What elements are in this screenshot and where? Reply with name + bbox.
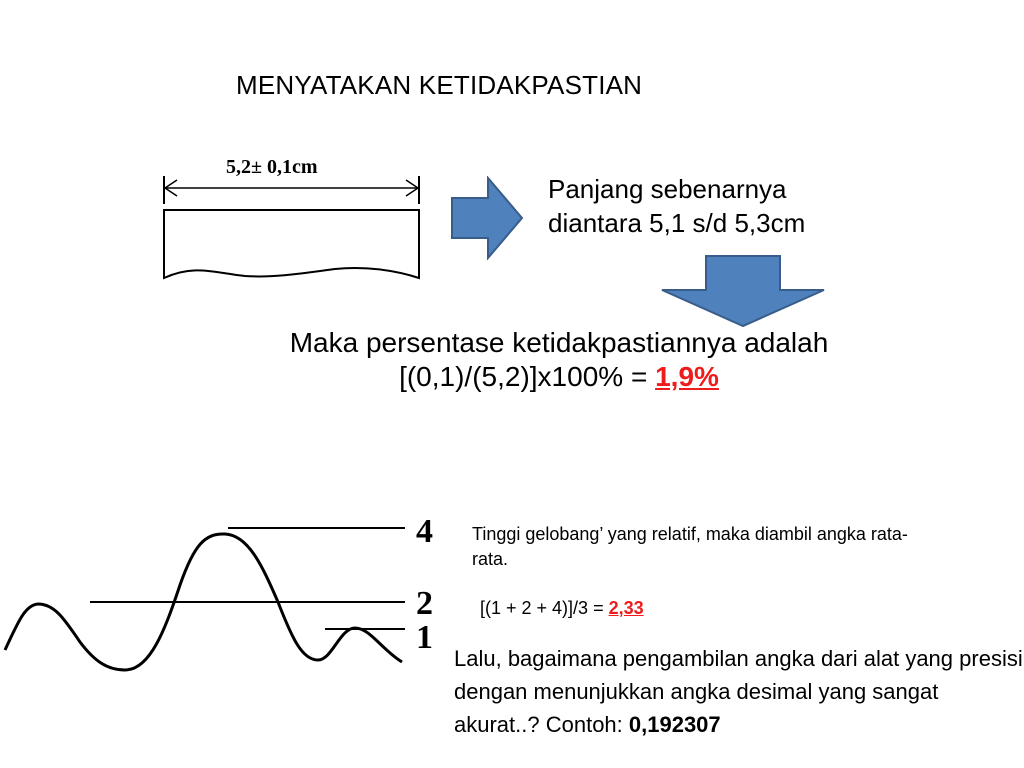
- wave-label-1: 1: [416, 619, 433, 656]
- slide-title: MENYATAKAN KETIDAKPASTIAN: [236, 70, 643, 100]
- ruler-diagram: [155, 172, 430, 282]
- percentage-result: 1,9%: [655, 361, 719, 392]
- measured-object: [164, 210, 419, 278]
- precision-question: Lalu, bagaimana pengambilan angka dari alat yang presisi dengan menunjukkan angka desimal yang sangat akurat..? Contoh:: [454, 646, 1023, 737]
- dimension-label: 5,2± 0,1cm: [226, 156, 318, 178]
- arrow-down-icon: [658, 254, 828, 330]
- precision-question-text: [454, 642, 1024, 741]
- true-length-line2: diantara 5,1 s/d 5,3cm: [548, 208, 806, 238]
- percentage-intro: Maka persentase ketidakpastiannya adalah: [289, 327, 829, 358]
- true-length-line1: Panjang sebenarnya: [548, 174, 787, 204]
- true-length-text: [548, 172, 805, 240]
- average-formula-line: [480, 598, 644, 619]
- arrow-right-icon: [450, 176, 526, 260]
- wave-height-text: Tinggi gelobang’ yang relatif, maka diambil angka rata-rata.: [472, 524, 908, 569]
- average-result: 2,33: [608, 598, 644, 618]
- wave-diagram: [0, 510, 440, 680]
- uncertainty-percentage-text: [0, 326, 1024, 394]
- precision-example: 0,192307: [628, 712, 721, 737]
- wave-label-2: 2: [416, 585, 433, 622]
- average-formula: [(1 + 2 + 4)]/3 =: [480, 598, 609, 618]
- wave-label-4: 4: [416, 513, 433, 550]
- percentage-formula-line: [0, 360, 1024, 394]
- percentage-formula: [(0,1)/(5,2)]x100% =: [399, 361, 656, 392]
